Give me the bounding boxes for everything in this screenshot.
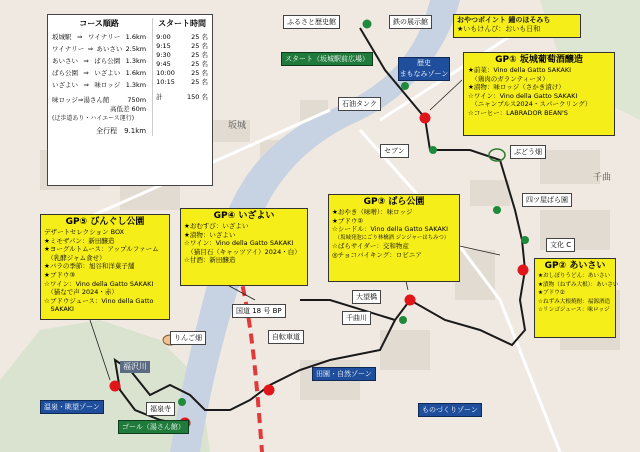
elevation: 高低差 60m bbox=[109, 105, 147, 113]
zone-rekishi bbox=[398, 57, 450, 81]
gp1-title: GP① 坂城葡萄酒醸造 bbox=[495, 55, 583, 65]
label-budo: ぶどう畑 bbox=[510, 145, 546, 159]
zone-monozukuri: ものづくりゾーン bbox=[418, 403, 482, 417]
course-row: いざよい ⇒ 味ロッジ 1.3km bbox=[52, 81, 147, 89]
oyatsu-item: ★いもけんぴ：おいも日和 bbox=[457, 25, 541, 33]
oyatsu-box bbox=[453, 14, 581, 38]
start-total: 計 150 名 bbox=[156, 93, 208, 101]
label-goal: ゴール（湯さん館） bbox=[118, 420, 189, 434]
start-time-panel bbox=[152, 18, 208, 136]
start-row: 9:00 25 名 bbox=[156, 33, 208, 41]
course-route-panel bbox=[52, 18, 146, 136]
gp2-title: GP② あいさい bbox=[544, 261, 606, 271]
zone-rekishi-line2: まもなみゾーン bbox=[399, 70, 449, 78]
gp5-box bbox=[40, 214, 170, 320]
shuttle-note: (迂歩道あり・ハイエース運行) bbox=[52, 115, 135, 122]
start-title: スタート時間 bbox=[158, 19, 207, 28]
gp3-box bbox=[328, 194, 460, 282]
zone-onsen: 温泉・眺望ゾーン bbox=[40, 400, 104, 414]
label-seven: セブン bbox=[380, 144, 409, 158]
gp3-title: GP③ ばら公園 bbox=[363, 197, 425, 207]
gp4-box bbox=[180, 208, 308, 286]
gp1-list: ★前菜：Vino della Gatto SAKAKI （鶏肉のガランティーヌ） ★漬物：味ロッジ（さかき漬け） ☆ワイン：Vino della Gatto SAKAKI （ニャンブルス2024・スパークリング） ☆コーヒー：LABRADOR BEAN'S bbox=[468, 66, 592, 117]
course-row: ワイナリー ⇒ あいさい 2.5km bbox=[52, 45, 147, 53]
label-yotsuya: 四ツ屋ばら園 bbox=[522, 193, 572, 207]
zone-rekishi-line1: 歴史 bbox=[417, 59, 431, 67]
label-ooboshi: 大望橋 bbox=[352, 290, 381, 304]
label-ishiyama: 石油タンク bbox=[338, 97, 381, 111]
gp4-list: ★おむすび：いざよい ★漬物：いざよい ☆ワイン：Vino della Gatto SAKAKI （猫目石（キャッツアイ）2024・白） ☆甘酒：新田醸造 bbox=[184, 222, 301, 265]
oyatsu-title: おやつポイント 鐘のほそみち bbox=[457, 16, 551, 24]
label-ringo: りんご畑 bbox=[170, 331, 206, 345]
course-row: 坂城駅 ⇒ ワイナリー 1.6km bbox=[52, 33, 147, 41]
start-row: 9:15 25 名 bbox=[156, 42, 208, 50]
gp4-title: GP④ いざよい bbox=[213, 211, 275, 221]
start-row: 9:45 25 名 bbox=[156, 60, 208, 68]
gp3-list: ★おやき（味噌）：味ロッジ ★ブドウ② ☆シードル：Vino della Gatto SAKAKI （坂城発泡にごり林檎酒 ジンジャーはちみつ） ☆ばらサイダー：交和物産 ◎チョコバイキング：ロビニア bbox=[332, 208, 450, 259]
label-jitensha: 自転車道 bbox=[268, 330, 304, 344]
gp1-box bbox=[463, 52, 615, 136]
map-label-sakaki: 坂城 bbox=[228, 121, 247, 131]
course-box bbox=[47, 14, 213, 186]
label-fukusenji: 福泉寺 bbox=[146, 402, 175, 416]
gp5-list: デザートセレクション BOX ★ミモザパン：新田醸造 ★ヨーグルトムース：アップルファーム （乳酵ジャム食せ） ★バラの季節：旭谷和洋菓子舗 ★ブドウ③ ☆ワイン：Vino della Gatto SAKAKI （猫なで声 2024・赤） ☆ブドウジュース：Vino della Gatto SAKAKI bbox=[44, 228, 159, 314]
zone-tanbo: 田園・自然ゾーン bbox=[312, 367, 376, 381]
lodge-row: 味ロッジ⇒湯さん館 750m bbox=[52, 96, 147, 104]
label-furusato: ふるさと歴史館 bbox=[283, 15, 340, 29]
course-total: 全行程 9.1km bbox=[96, 127, 147, 135]
course-row: ばら公園 ⇒ いざよい 1.6km bbox=[52, 69, 147, 77]
gp2-list: ★おしぼりうどん：あいさい ★漬物（ねずみ大根）：あいさい ★ブドウ② ☆ねずみ大根焼酎：福源酒造 ☆リンゴジュース：味ロッジ bbox=[538, 273, 619, 314]
map-label-chikuma: 千曲 bbox=[593, 173, 612, 183]
label-start: スタート（坂城駅前広場） bbox=[281, 52, 373, 66]
gp5-title: GP⑤ びんぐし公園 bbox=[65, 217, 145, 227]
course-title: コース順路 bbox=[79, 19, 119, 28]
start-row: 10:00 25 名 bbox=[156, 69, 208, 77]
gp2-box bbox=[534, 258, 619, 338]
label-kokudo: 国道 18 号 BP bbox=[232, 304, 286, 318]
course-row: あいさい ⇒ ばら公園 1.3km bbox=[52, 57, 147, 65]
start-row: 9:30 25 名 bbox=[156, 51, 208, 59]
label-bunka: 文化 C bbox=[546, 238, 575, 252]
label-tetsu: 鉄の展示館 bbox=[389, 15, 432, 29]
label-fukuzawa: 福沢川 bbox=[120, 361, 150, 373]
start-row: 10:15 25 名 bbox=[156, 78, 208, 86]
label-chikuma-river: 千曲川 bbox=[342, 311, 371, 325]
